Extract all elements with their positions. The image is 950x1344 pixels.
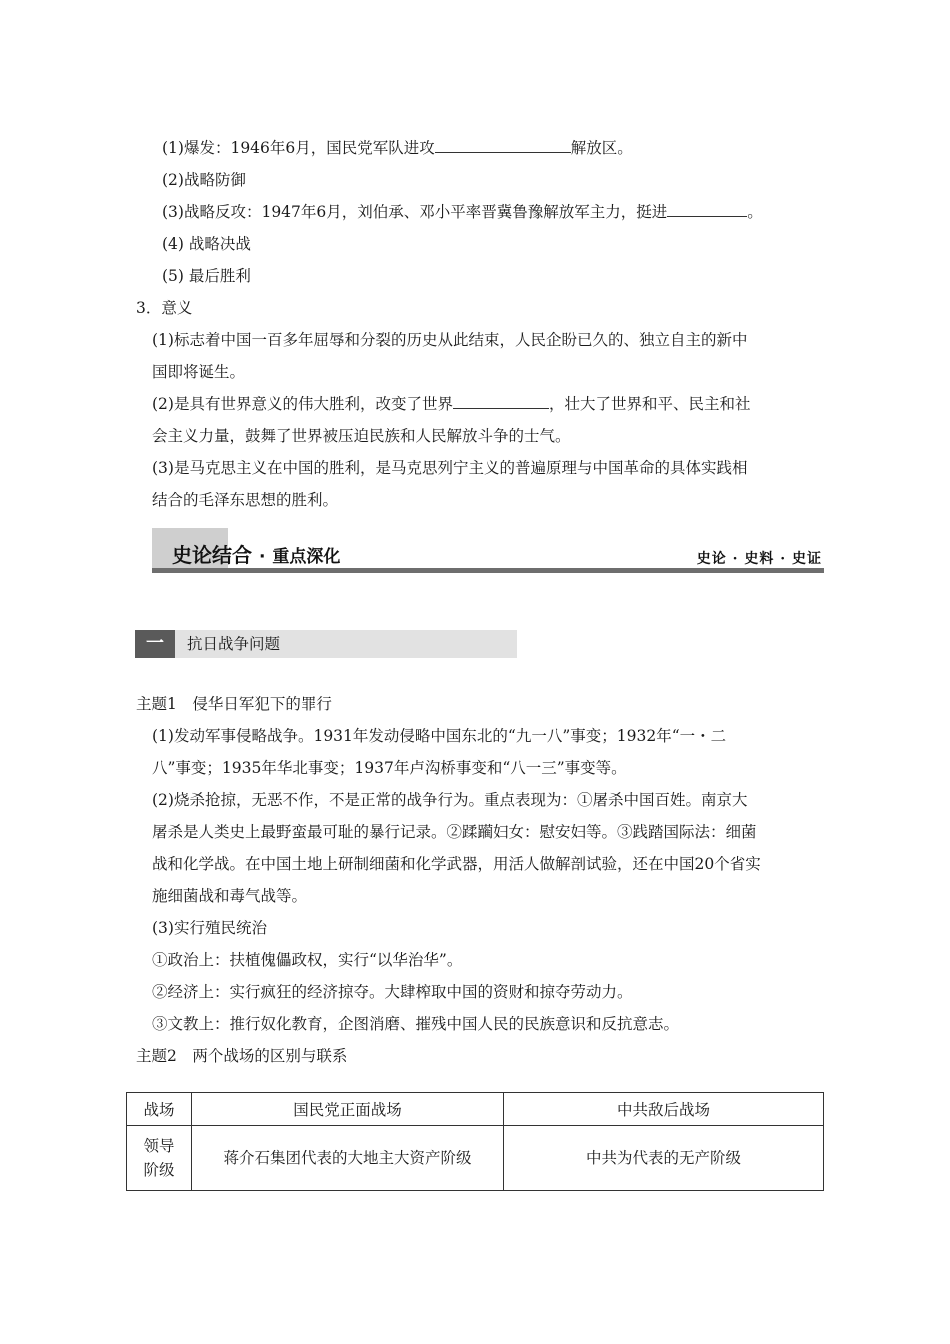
theme1-p2-line2: 屠杀是人类史上最野蛮最可耻的暴行记录。②蹂躏妇女：慰安妇等。③践踏国际法：细菌 xyxy=(152,823,757,841)
fill-blank xyxy=(453,393,549,409)
section-number: 一 xyxy=(135,630,175,658)
header-battlefield: 战场 xyxy=(127,1093,192,1126)
meaning-2-line2: 会主义力量，鼓舞了世界被压迫民族和人民解放斗争的士气。 xyxy=(152,427,571,445)
banner-tagline: 史论 · 史料 · 史证 xyxy=(696,551,822,567)
section-title: 抗日战争问题 xyxy=(187,635,281,653)
theme1-heading: 主题1 侵华日军犯下的罪行 xyxy=(136,695,332,713)
theme1-p2-line1: (2)烧杀抢掠，无恶不作，不是正常的战争行为。重点表现为：①屠杀中国百姓。南京大 xyxy=(152,791,748,809)
cell-ccp-leadership: 中共为代表的无产阶级 xyxy=(504,1126,824,1191)
final-victory-line: (5) 最后胜利 xyxy=(162,267,251,285)
meaning-2-line1: (2)是具有世界意义的伟大胜利，改变了世界 ，壮大了世界和平、民主和社 xyxy=(152,395,751,413)
strategic-defense-line: (2)战略防御 xyxy=(162,171,246,189)
meaning-1-line1: (1)标志着中国一百多年屈辱和分裂的历史从此结束，人民企盼已久的、独立自主的新中 xyxy=(152,331,748,349)
strategic-decisive-line: (4) 战略决战 xyxy=(162,235,251,253)
banner-title: 史论结合 · 重点深化 xyxy=(172,543,341,567)
battlefield-comparison-table xyxy=(126,1092,824,1191)
banner-underline xyxy=(152,568,824,573)
theme1-p2-line3: 战和化学战。在中国土地上研制细菌和化学武器，用活人做解剖试验，还在中国20个省实 xyxy=(152,855,761,873)
theme1-p3-political: ①政治上：扶植傀儡政权，实行“以华治华”。 xyxy=(152,951,463,969)
theme1-p1-line1: (1)发动军事侵略战争。1931年发动侵略中国东北的“九一八”事变；1932年“一・二 xyxy=(152,727,727,745)
header-ccp-rear: 中共敌后战场 xyxy=(504,1093,824,1126)
theme1-p3: (3)实行殖民统治 xyxy=(152,919,267,937)
theme1-p3-cultural: ③文教上：推行奴化教育，企图消磨、摧残中国人民的民族意识和反抗意志。 xyxy=(152,1015,680,1033)
table-row xyxy=(127,1126,824,1191)
theme1-p3-economic: ②经济上：实行疯狂的经济掠夺。大肆榨取中国的资财和掠夺劳动力。 xyxy=(152,983,633,1001)
theme1-p2-line4: 施细菌战和毒气战等。 xyxy=(152,887,308,905)
theme1-p1-line2: 八”事变；1935年华北事变；1937年卢沟桥事变和“八一三”事变等。 xyxy=(152,759,627,777)
strategic-counter-line: (3)战略反攻：1947年6月，刘伯承、邓小平率晋冀鲁豫解放军主力，挺进 。 xyxy=(162,203,763,221)
fill-blank xyxy=(435,137,571,153)
row-label-leadership-class: 领导 阶级 xyxy=(127,1126,192,1191)
section-banner xyxy=(152,528,824,574)
meaning-1-line2: 国即将诞生。 xyxy=(152,363,246,381)
war-outbreak-line: (1)爆发：1946年6月，国民党军队进攻 解放区。 xyxy=(162,139,633,157)
fill-blank xyxy=(667,201,747,217)
table-header-row xyxy=(127,1093,824,1126)
meaning-3-line1: (3)是马克思主义在中国的胜利，是马克思列宁主义的普遍原理与中国革命的具体实践相 xyxy=(152,459,748,477)
header-kmt-front: 国民党正面战场 xyxy=(192,1093,504,1126)
cell-kmt-leadership: 蒋介石集团代表的大地主大资产阶级 xyxy=(192,1126,504,1191)
meaning-3-line2: 结合的毛泽东思想的胜利。 xyxy=(152,491,339,509)
section-header xyxy=(135,630,517,658)
meaning-heading: 3．意义 xyxy=(136,299,193,317)
theme2-heading: 主题2 两个战场的区别与联系 xyxy=(136,1047,348,1065)
